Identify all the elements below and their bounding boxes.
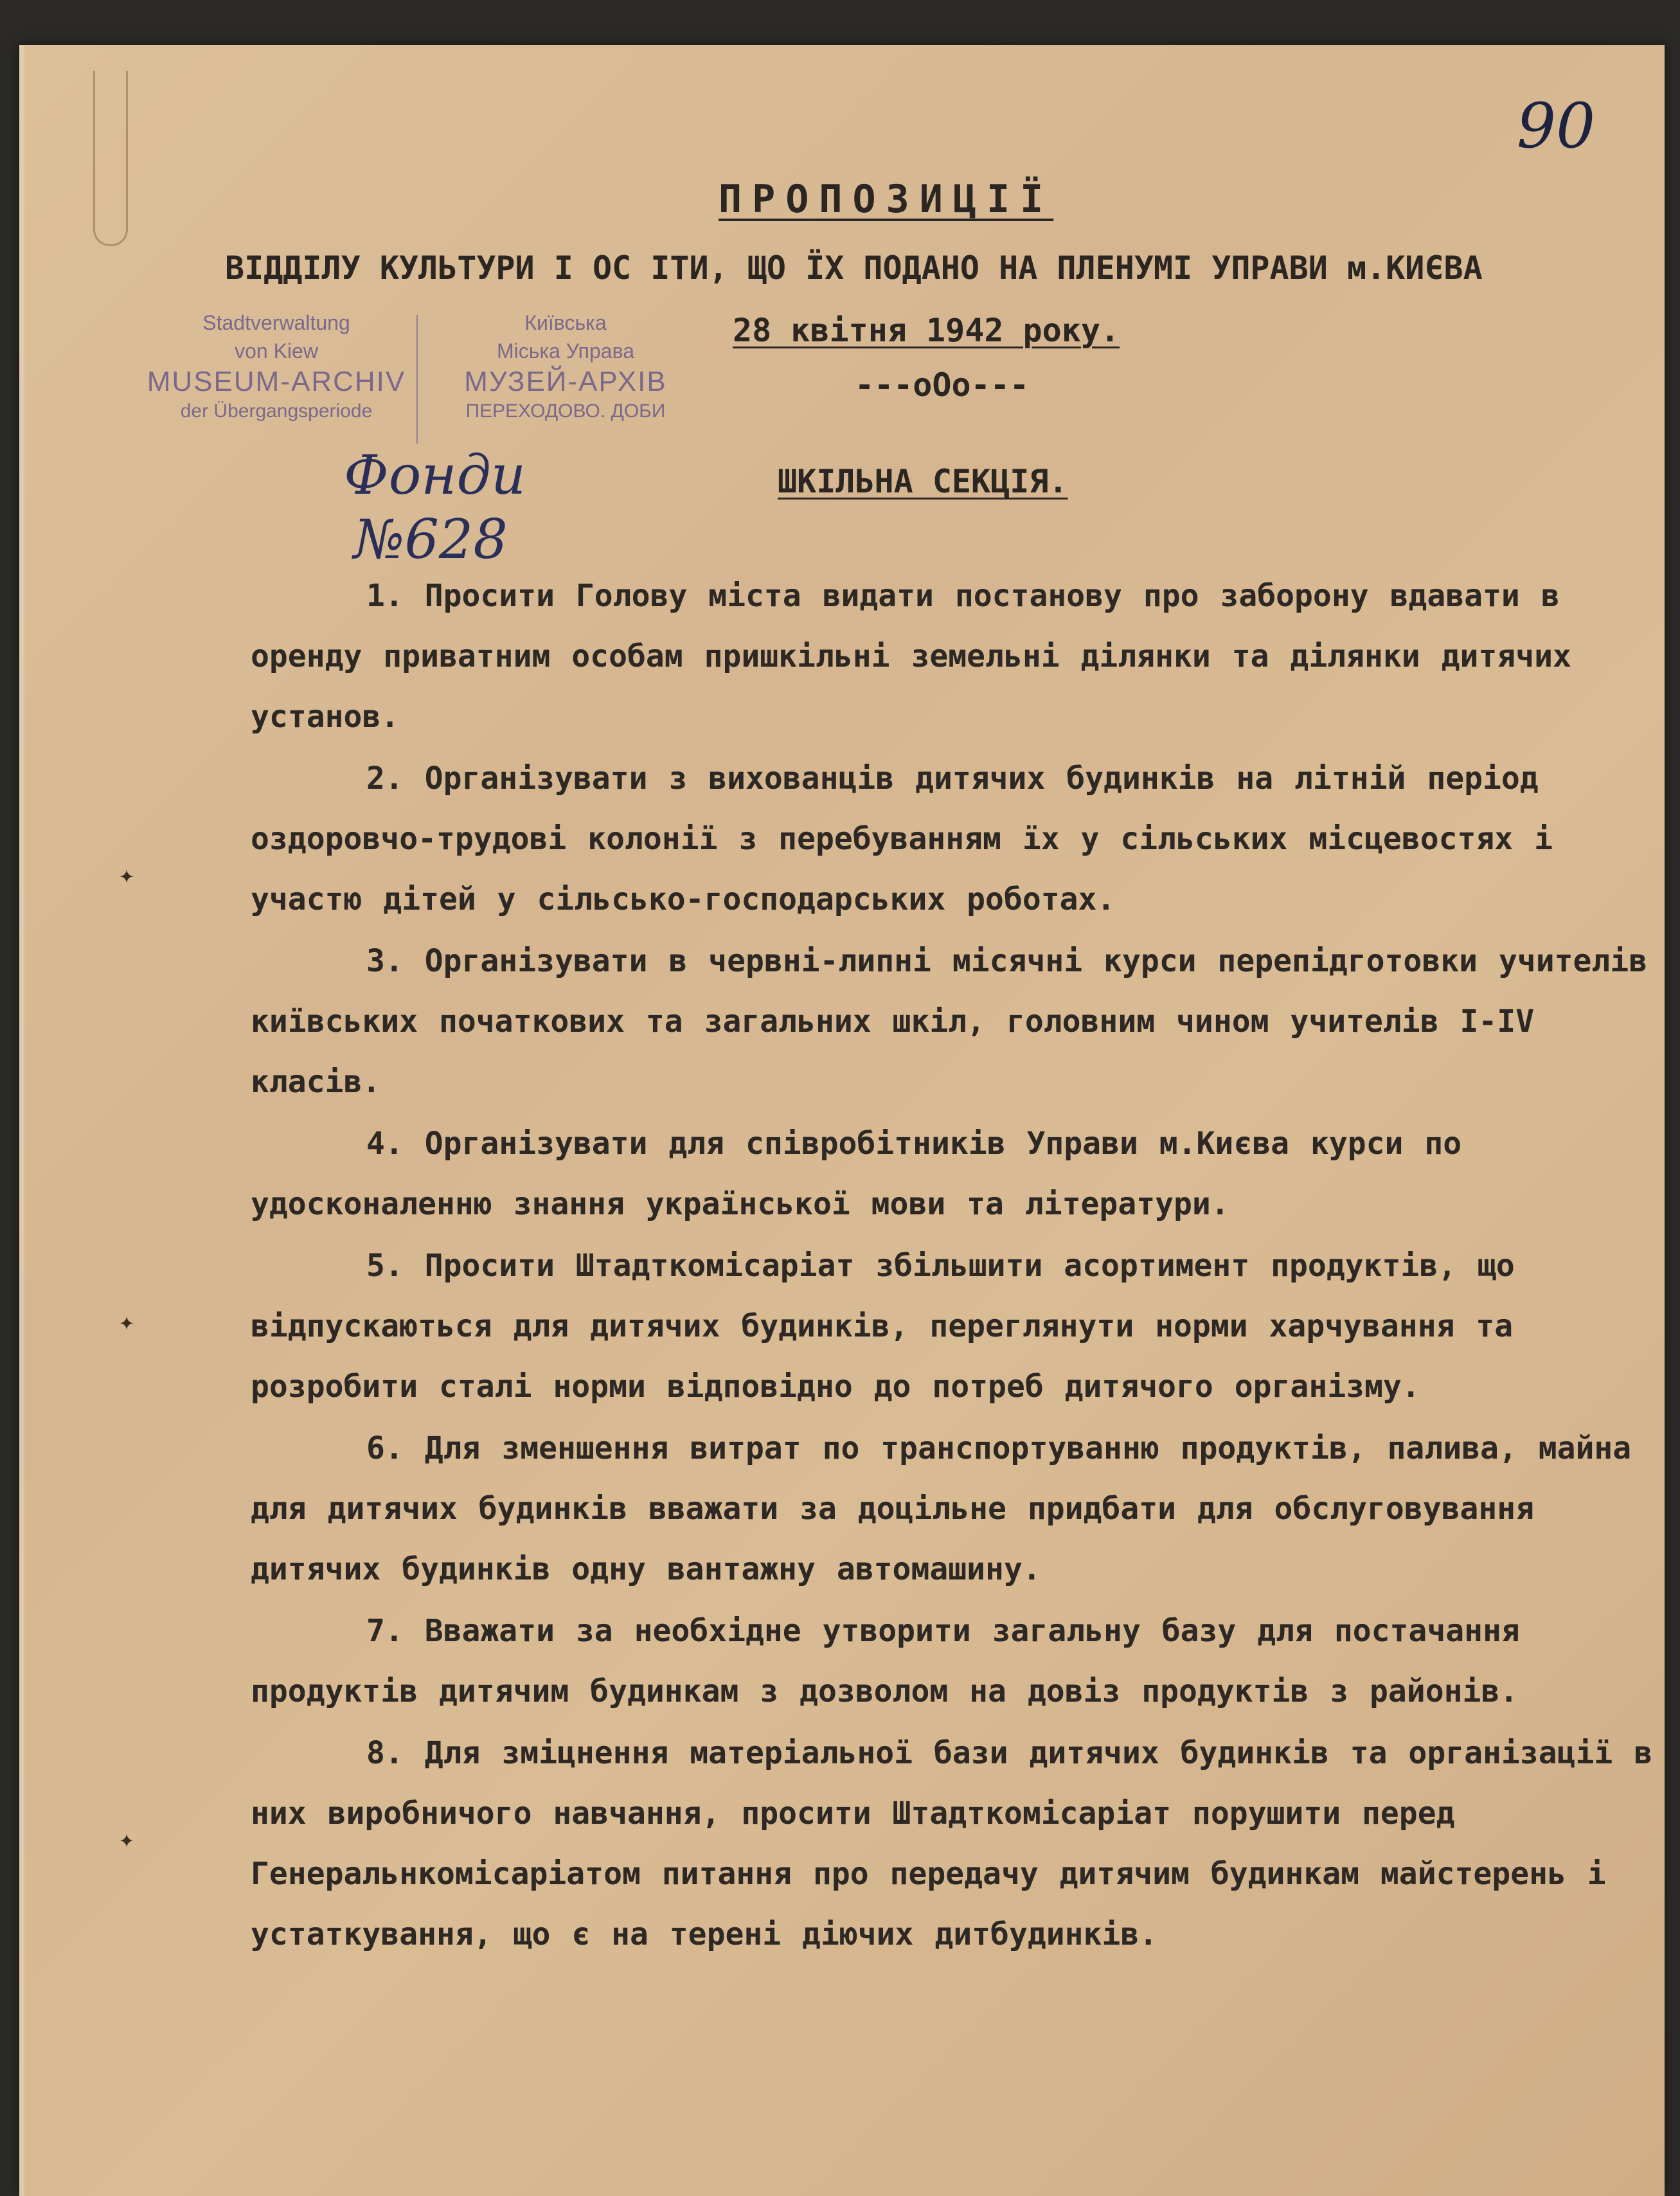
handwritten-fond-label: Фонди (344, 444, 526, 507)
stamp-line: Stadtverwaltung (202, 311, 350, 334)
stamp-line: ПЕРЕХОДОВО. ДОБИ (465, 401, 666, 422)
paragraph-5: 5. Просити Штадткомісаріат збільшити асортимент продуктів, що відпускаються для дитячих будинків, переглянути норми харчування та розробити сталі норми відповідно до потреб дитячого організму. (251, 1248, 1536, 1405)
paragraph-1: 1. Просити Голову міста видати постанову про заборону вдавати в оренду приватним особам пришкільні земельні ділянки та ділянки дитячих установ. (251, 578, 1593, 735)
stamp-line: МУЗЕЙ-АРХІВ (464, 366, 667, 397)
paragraph-6: 6. Для зменшення витрат по транспортуванню продуктів, палива, майна для дитячих будинків вважати за доцільне придбати для обслуговування дитячих будинків одну вантажну автомашину. (251, 1430, 1653, 1587)
hole-punch-mark: ✦ (119, 860, 135, 890)
fold-mark (93, 71, 128, 246)
section-title: ШКІЛЬНА СЕКЦІЯ. (778, 463, 1068, 500)
document-subtitle: ВІДДІЛУ КУЛЬТУРИ І ОС ІТИ, ЩО ЇХ ПОДАНО НА ПЛЕНУМІ УПРАВИ м.КИЄВА (225, 249, 1483, 287)
document-body (251, 566, 1677, 1966)
page-number: 90 (1517, 90, 1596, 162)
stamp-line: von Kiew (235, 339, 318, 363)
document-title: ПРОПОЗИЦІЇ (719, 177, 1054, 222)
paragraph-7: 7. Вважати за необхідне утворити загальну базу для постачання продуктів дитячим будинкам з дозволом на довіз продуктів з районів. (251, 1613, 1541, 1709)
document-date: 28 квітня 1942 року. (733, 312, 1120, 349)
paragraph-2: 2. Організувати з вихованців дитячих будинків на літній період оздоровчо-трудові колонії з перебуванням їх у сільських місцевостях і участю дітей у сільсько-господарських роботах. (251, 760, 1574, 917)
stamp-divider (416, 315, 418, 444)
document-page (19, 45, 1674, 2196)
separator: ---oOo--- (855, 366, 1029, 404)
paragraph-3: 3. Організувати в червні-липні місячні курси перепідготовки учителів київських початкових та загальних шкіл, головним чином учителів I-IV класів. (251, 943, 1668, 1100)
stamp-line: der Übergangsperiode (180, 401, 373, 422)
stamp-german-text (141, 309, 411, 424)
handwritten-fond-number: №628 (353, 508, 508, 571)
paragraph-8: 8. Для зміцнення матеріальної бази дитячих будинків та організації в них виробничого навчання, просити Штадткомісаріат порушити перед Генеральнкомісаріатом питання про передачу дитячим будинкам майстерень і устаткування, що є на терені діючих дитбудинків. (251, 1735, 1674, 1952)
stamp-ukrainian-text (424, 309, 707, 424)
stamp-line: Київська (524, 311, 607, 334)
paragraph-4: 4. Організувати для співробітників Управи м.Києва курси по удосконаленню знання української мови та літератури. (251, 1126, 1483, 1222)
stamp-line: Міська Управа (496, 339, 635, 363)
hole-punch-mark: ✦ (119, 1307, 135, 1336)
stamp-line: MUSEUM-ARCHIV (147, 366, 406, 397)
hole-punch-mark: ✦ (119, 1824, 135, 1854)
